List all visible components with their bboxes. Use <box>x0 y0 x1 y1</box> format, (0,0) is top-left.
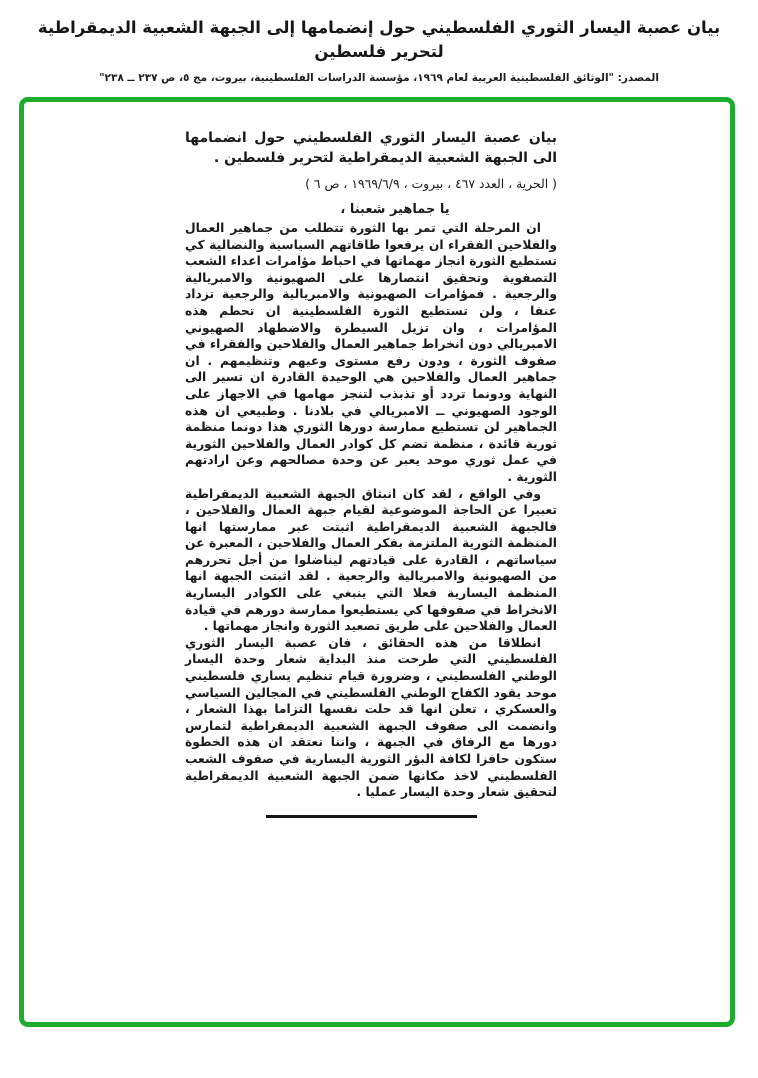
document-paragraph-2: وفي الواقع ، لقد كان انبثاق الجبهة الشعبية الديمقراطية تعبيرا عن الحاجة الموضوعية لقيام جبهة العمال والفلاحين ، فالجبهة الشعبية الديمقراطية اثبتت عبر ممارستها انها المنظمة الثورية الملتزمة بفكر العمال والفلاحين ، المعبرة عن سياساتهم ، القادرة على قيادتهم ليناضلوا من أجل تحررهم من الصهيونية والامبريالية والرجعية . لقد اثبتت الجبهة انها المنظمة اليسارية فعلا التي ينبغي على الكوادر اليسارية الانخراط في صفوفها كي يستطيعوا ممارسة دورهم في قيادة العمال والفلاحين على طريق تصعيد الثورة وانجاز مهماتها . <box>185 486 557 634</box>
page-header <box>0 16 758 85</box>
scanned-document <box>185 129 557 818</box>
document-citation: ( الحرية ، العدد ٤٦٧ ، بيروت ، ١٩٦٩/٦/٩ ، ص ٦ ) <box>305 176 557 191</box>
document-title: بيان عصبة اليسار الثوري الفلسطيني حول انضمامها الى الجبهة الشعبية الديمقراطية لتحرير فلسطين . <box>185 130 557 166</box>
document-frame <box>19 97 735 1027</box>
page-title: بيان عصبة اليسار الثوري الفلسطيني حول إنضمامها إلى الجبهة الشعبية الديمقراطية لتحرير فلسطين <box>37 18 721 61</box>
document-paragraph-1: ان المرحلة التي تمر بها الثورة تتطلب من جماهير العمال والفلاحين الفقراء ان يرفعوا طاقاتهم السياسية والنضالية كي تستطيع الثورة انجاز مهماتها في احباط مؤامرات اعداء الشعب التصفوية وتحقيق انتصارها على الصهيونية والامبريالية والرجعية . فمؤامرات الصهيونية والامبريالية والرجعية تزداد عنفا ، ولن تستطيع الثورة الفلسطينية ان تحطم هذه المؤامرات ، وان تزيل السيطرة والاضطهاد الصهيوني الامبريالي دون انخراط جماهير العمال والفلاحين والفقراء في صفوف الثورة ، ودون رفع مستوى وعيهم وتنظيمهم . ان جماهير العمال والفلاحين هي الوحيدة القادرة ان تسير الى النهاية ودونما تردد أو تذبذب لتنجز مهامها في الاجهاز على الوجود الصهيوني ــ الامبريالي في بلادنا . وطبيعي ان هذه الجماهير لن تستطيع ممارسة دورها الثوري هذا دونما منظمة ثورية قائدة ، منظمة تضم كل كوادر العمال والفلاحين الثورية في عمل ثوري موحد يعبر عن وحدة مصالحهم وعن ارادتهم الثورية . <box>185 221 557 484</box>
document-salutation: يا جماهير شعبنا ، <box>340 202 450 217</box>
end-divider <box>266 815 477 818</box>
document-paragraph-3: انطلاقا من هذه الحقائق ، فان عصبة اليسار الثوري الفلسطيني التي طرحت منذ البداية شعار وحدة اليسار الوطني الفلسطيني ، وضرورة قيام تنظيم يساري فلسطيني موحد يقود الكفاح الوطني الفلسطيني في المجالين السياسي والعسكري ، تعلن انها قد حلت نفسها التزاما بهذا الشعار ، وانضمت الى صفوف الجبهة الشعبية الديمقراطية لتمارس دورها مع الرفاق في الجبهة ، واننا نعتقد ان هذه الخطوة ستكون حافزا لكافة البؤر الثورية اليسارية في صفوف الشعب الفلسطيني لاخذ مكانها ضمن الجبهة الشعبية الديمقراطية لتحقيق شعار وحدة اليسار عمليا . <box>185 635 557 800</box>
source-citation: المصدر: "الوثائق الفلسطينية العربية لعام ١٩٦٩، مؤسسة الدراسات الفلسطينية، بيروت، مج ٥، ص ٢٣٧ ــ ٢٣٨" <box>99 72 659 84</box>
